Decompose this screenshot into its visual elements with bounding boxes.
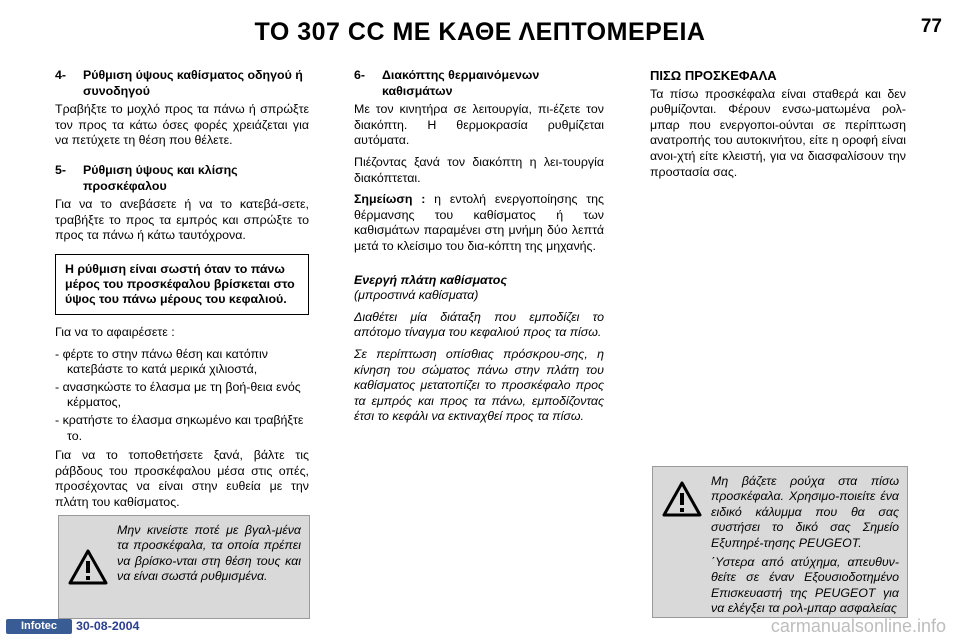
active-backrest-text-1: Διαθέτει μία διάταξη που εμποδίζει το απότομο τίναγμα του κεφαλιού προς τα πίσω. <box>354 309 604 340</box>
warning-triangle-icon <box>68 549 108 585</box>
warning-triangle-icon <box>662 481 702 517</box>
section-4-text: Τραβήξτε το μοχλό προς τα πάνω ή σπρώξτε τον προς τα κάτω όσες φορές χρειάζεται για να πετύχετε τη θέση που θέλετε. <box>55 102 309 148</box>
section-6-text-1: Με τον κινητήρα σε λειτουργία, πι-έζετε τον διακόπτη. Η θερμοκρασία ρυθμίζεται αυτόματα. <box>354 102 604 148</box>
list-item: - φέρτε το στην πάνω θέση και κατόπιν κατεβάστε το κατά μερικά χιλιοστά, <box>55 347 309 378</box>
warning-text <box>711 467 907 617</box>
page-number: 77 <box>920 16 942 37</box>
section-number: 5- <box>55 162 67 177</box>
note-text: η εντολή ενεργοποίησης της θέρμανσης του καθίσματος ή των καθισμάτων παραμένει στη μνήμη δύο λεπτά μετά το κλείσιμο του δια-κόπτη της μηχανής. <box>354 192 605 253</box>
warning-text <box>117 516 309 618</box>
remove-intro: Για να το αφαιρέσετε : <box>55 324 175 339</box>
warning-paragraph: Μην κινείστε ποτέ με βγαλ-μένα τα προσκέφαλα, τα οποία πρέπει να βρίσκο-νται στη θέση τους και να είναι σωστά ρυθμισμένα. <box>117 523 301 584</box>
section-6-note <box>354 192 604 254</box>
infotec-logo: Infotec <box>6 619 72 634</box>
rear-headrests-text: Τα πίσω προσκέφαλα είναι σταθερά και δεν ρυθμίζονται. Φέρουν ενσω-ματωμένα ρολ-μπαρ που ενεργοποι-ούνται σε περίπτωση ανατροπής του αυτοκινήτου, είτε η οροφή είναι ανοι-χτή είτε κλειστή, για να διασφαλίσουν την προστασία σας. <box>650 86 906 179</box>
section-4-heading <box>55 68 309 99</box>
active-backrest-text-2: Σε περίπτωση οπίσθιας πρόσκρου-σης, η κίνηση του σώματος πάνω στην πλάτη του καθίσματος μετατοπίζει το προσκέφαλο προς τα εμπρός και προς τα πάνω, εμποδίζοντας έτσι το κεφάλι να εκτιναχθεί προς τα πίσω. <box>354 346 604 424</box>
watermark: carmanualsonline.info <box>770 616 946 636</box>
column-right <box>650 68 906 186</box>
remove-steps <box>55 347 309 445</box>
section-5-text: Για να το ανεβάσετε ή να το κατεβά-σετε, τραβήξτε το προς τα εμπρός και σπρώξτε το προς τα πάνω ή κάτω ταυτόχρονα. <box>55 197 309 243</box>
info-box: Η ρύθμιση είναι σωστή όταν το πάνω μέρος του προσκέφαλου βρίσκεται στο ύψος του πάνω μέρους του κεφαλιού. <box>55 254 309 315</box>
section-title: Διακόπτης θερμαινόμενων καθισμάτων <box>382 68 540 98</box>
warning-paragraph-2: ΄Υστερα από ατύχημα, απευθυν-θείτε σε έναν Εξουσιοδοτημένο Επισκευαστή της PEUGEOT για να ελέγξει τα ρολ-μπαρ ασφαλείας <box>711 555 899 616</box>
column-middle <box>354 68 604 431</box>
section-title: Ρύθμιση ύψους καθίσματος οδηγού ή συνοδηγού <box>83 68 303 98</box>
page-title: ΤΟ 307 CC ΜΕ ΚΑΘΕ ΛΕΠΤΟΜΕΡΕΙΑ <box>254 18 706 46</box>
note-label: Σημείωση : <box>354 192 426 207</box>
list-item: - κρατήστε το έλασμα σηκωμένο και τραβήξτε το. <box>55 413 309 444</box>
rear-headrests-title: ΠΙΣΩ ΠΡΟΣΚΕΦΑΛΑ <box>650 68 777 83</box>
section-6-heading <box>354 68 604 99</box>
refit-text: Για να το τοποθετήσετε ξανά, βάλτε τις ράβδους του προσκέφαλου μέσα στις οπές, προσέχοντας να είναι στην ευθεία με την πλάτη του καθίσματος. <box>55 448 309 509</box>
section-6-text-2: Πιέζοντας ξανά τον διακόπτη η λει-τουργία διακόπτεται. <box>354 154 604 185</box>
active-backrest-subtitle: (μπροστινά καθίσματα) <box>354 288 479 303</box>
section-number: 6- <box>354 68 366 82</box>
section-title: Ρύθμιση ύψους και κλίσης προσκέφαλου <box>83 162 238 193</box>
warning-box-headrests <box>58 515 310 619</box>
warning-paragraph-1: Μη βάζετε ρούχα στα πίσω προσκέφαλα. Χρησιμο-ποιείτε ένα ειδικό κάλυμμα που θα σας συστήσει το δικό σας Σημείο Εξυπηρέ-τησης PEUGEOT. <box>711 474 899 550</box>
section-number: 4- <box>55 68 67 82</box>
section-5-heading <box>55 163 309 194</box>
column-left <box>55 68 309 516</box>
footer-date: 30-08-2004 <box>76 619 140 633</box>
warning-box-rear-headrests <box>652 466 908 618</box>
list-item: - ανασηκώστε το έλασμα με τη βοή-θεια ενός κέρματος, <box>55 380 309 411</box>
active-backrest-title: Ενεργή πλάτη καθίσματος <box>354 272 507 287</box>
